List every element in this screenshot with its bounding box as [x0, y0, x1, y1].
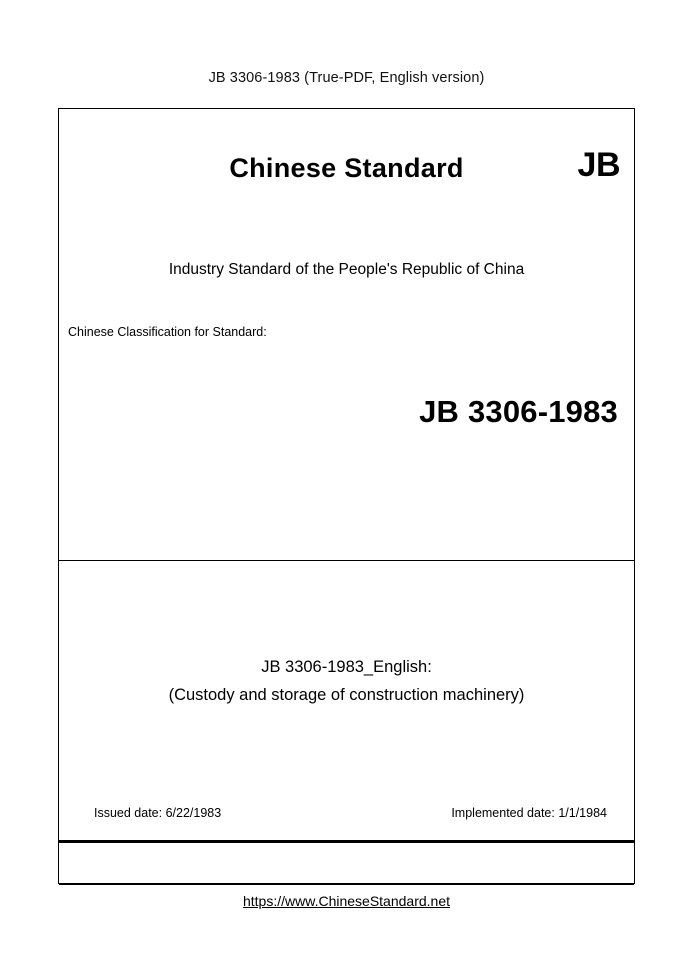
industry-standard-line: Industry Standard of the People's Republic of China — [168, 261, 525, 278]
english-title — [59, 653, 634, 709]
issued-date: Issued date: 6/22/1983 — [94, 806, 222, 820]
english-title-line-2: (Custody and storage of construction machinery) — [168, 686, 525, 704]
cover-lower-block — [59, 561, 634, 841]
source-website-link[interactable]: https://www.ChineseStandard.net — [242, 893, 450, 909]
page-title: JB 3306-1983 (True-PDF, English version) — [208, 70, 485, 86]
jb-logo-mark: JB — [577, 146, 620, 184]
standard-number: JB 3306-1983 — [419, 394, 618, 429]
date-row — [59, 806, 634, 822]
classification-label: Chinese Classification for Standard: — [68, 325, 267, 339]
english-title-line-1: JB 3306-1983_English: — [261, 658, 432, 676]
standard-title: Chinese Standard — [229, 153, 464, 183]
cover-upper-block — [59, 109, 634, 561]
cover-bottom-bar — [59, 841, 634, 885]
implemented-date: Implemented date: 1/1/1984 — [451, 806, 607, 820]
standard-cover-frame — [58, 108, 635, 884]
